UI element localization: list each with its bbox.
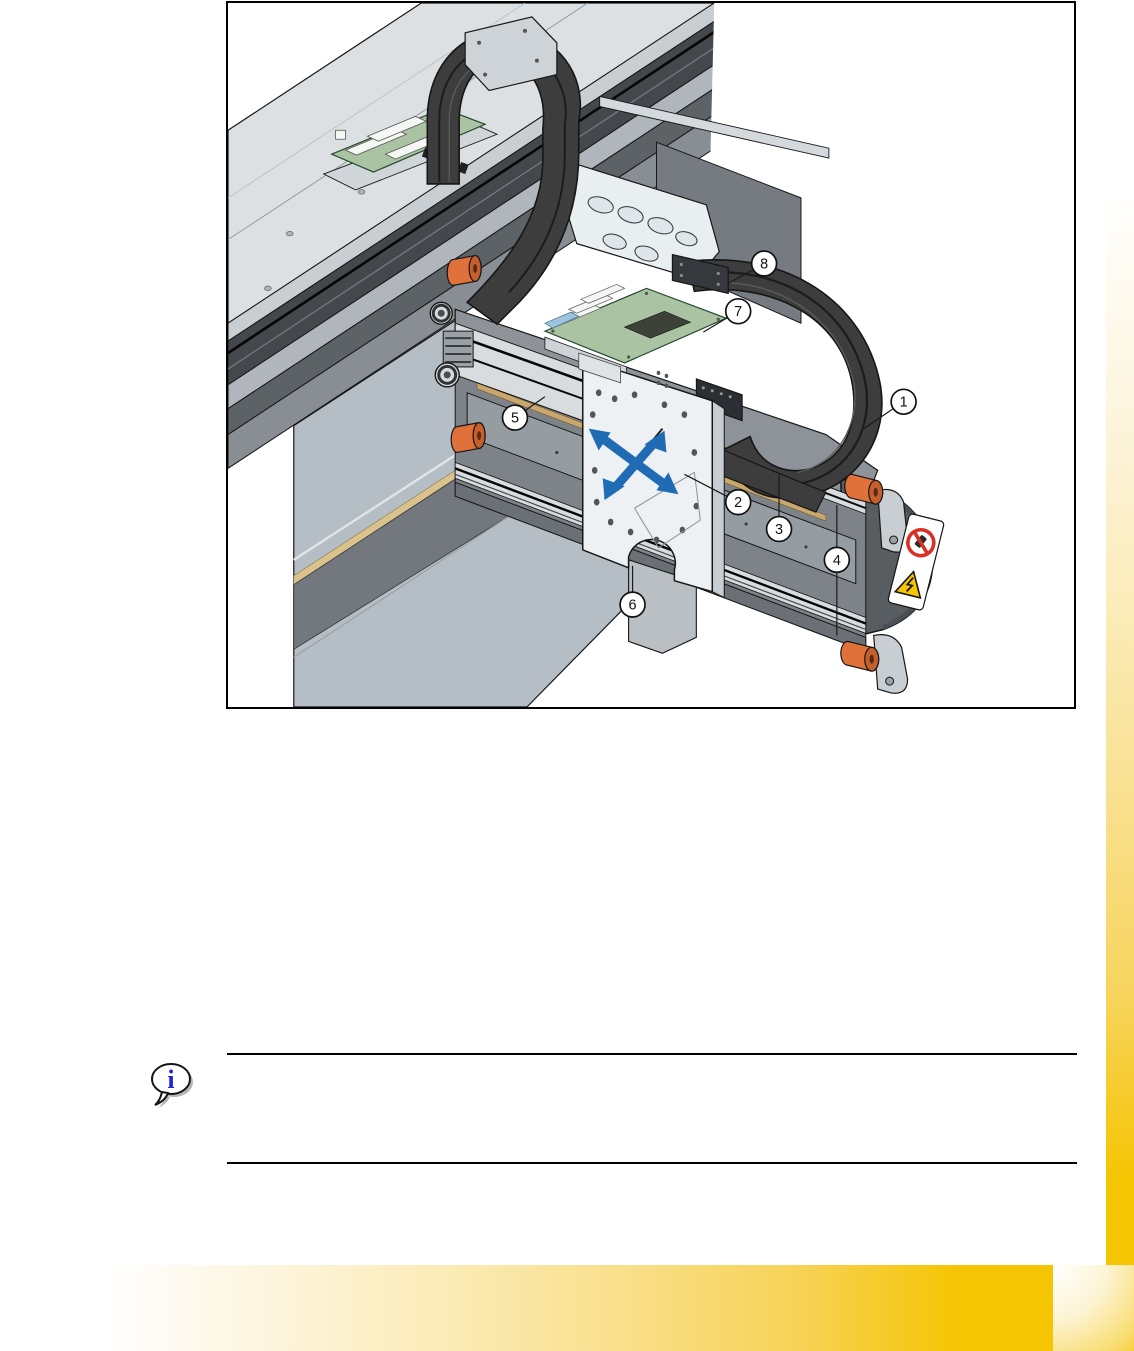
shock-roller-left-bottom [451, 423, 485, 453]
axis-illustration [228, 3, 1074, 707]
gold-footer-corner [1053, 1265, 1134, 1351]
note-rule-bottom [227, 1162, 1077, 1164]
callout-number: 2 [734, 495, 743, 512]
callout-1 [891, 389, 916, 414]
gold-footer-band [104, 1265, 1053, 1351]
info-letter: i [167, 1065, 175, 1094]
note-rule-top [227, 1053, 1077, 1055]
shock-roller-left-top [447, 256, 481, 286]
callout-4 [824, 547, 849, 572]
callout-number: 6 [628, 597, 637, 614]
callout-number: 5 [510, 410, 520, 427]
callout-number: 3 [775, 521, 784, 538]
info-icon [144, 1057, 196, 1109]
callout-5 [503, 405, 528, 430]
callout-number: 4 [832, 552, 841, 569]
gold-sidebar [1106, 198, 1134, 1265]
callout-8 [752, 251, 777, 276]
callout-2 [726, 490, 751, 515]
callout-6 [620, 592, 645, 617]
figure-frame [226, 1, 1076, 709]
callout-3 [767, 517, 792, 542]
callout-number: 7 [734, 304, 743, 321]
callout-number: 8 [760, 256, 769, 273]
callout-number: 1 [899, 394, 908, 411]
callout-7 [726, 299, 751, 324]
